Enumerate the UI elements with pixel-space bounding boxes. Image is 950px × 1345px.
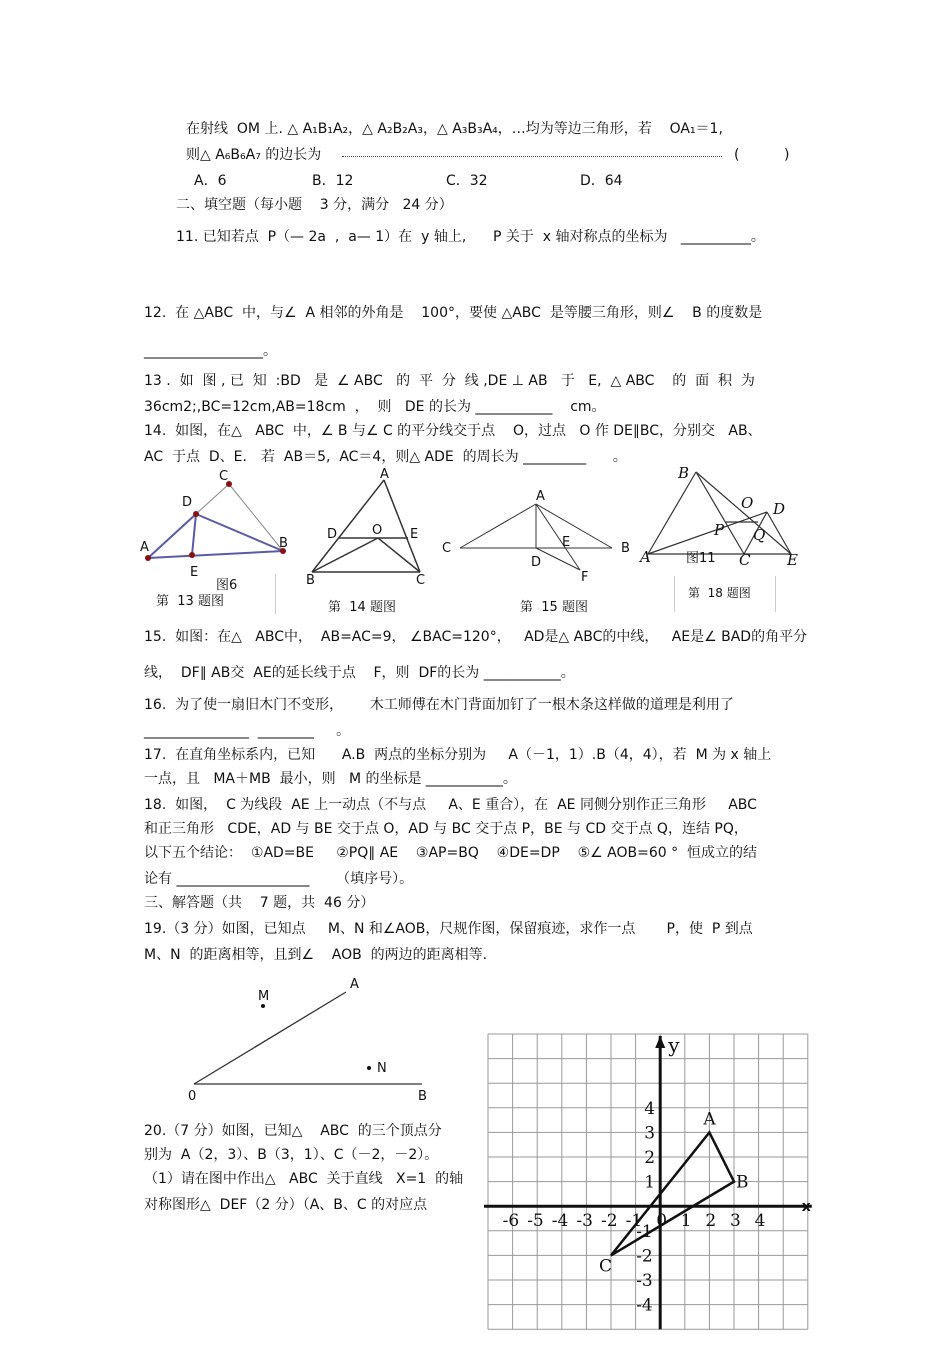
fig19-ray-oa	[194, 992, 346, 1084]
fig14-label-c: C	[416, 573, 426, 588]
q16-line2: _______________ ________ 。	[144, 723, 351, 739]
q18-line4: 论有 ___________________ （填序号）。	[144, 871, 414, 887]
option-b: B．12	[312, 173, 354, 189]
y-tick-label: -2	[636, 1246, 653, 1267]
q13-line1: 13 . 如 图 , 已 知 :BD 是 ∠ ABC 的 平 分 线 ,DE ⊥ AB 于 E, △ ABC 的 面 积 为	[144, 373, 755, 389]
q18-line3: 以下五个结论： ①AD=BE ②PQ∥ AE ③AP=BQ ④DE=DP ⑤∠ AOB=60 ° 恒成立的结	[144, 845, 757, 861]
fig15-line-df	[536, 548, 580, 570]
y-tick-label: -4	[636, 1295, 653, 1316]
y-axis-arrow	[655, 1036, 665, 1048]
fig13-point-d	[193, 511, 199, 517]
fig13-label-a: A	[140, 540, 149, 555]
fig18-line-de	[767, 512, 791, 554]
fig15-line-ab	[536, 504, 612, 548]
fig13-label-e: E	[190, 565, 199, 580]
fig19-label-b: B	[418, 1089, 427, 1104]
figure-14	[300, 468, 435, 590]
fig13-line-db	[196, 514, 283, 551]
q10-text-line2: 则△ A₆B₆A₇ 的边长为	[186, 147, 322, 163]
x-tick-label: -2	[601, 1211, 618, 1232]
q16-line1: 16. 为了使一扇旧木门不变形， 木工师傅在木门背面加钉了一根木条这样做的道理是利用了	[144, 697, 734, 713]
q18-figure-caption: 第 18 题图	[688, 586, 751, 600]
q18-line2: 和正三角形 CDE，AD 与 BE 交于点 O，AD 与 BC 交于点 P，BE 与 CD 交于点 Q，连结 PQ，	[144, 821, 748, 837]
q10-text-line1: 在射线 OM 上. △ A₁B₁A₂，△ A₂B₂A₃，△ A₃B₃A₄，…均为等边三角形，若 OA₁＝1,	[186, 121, 723, 137]
x-tick-label: 2	[705, 1211, 717, 1232]
option-c: C．32	[446, 173, 488, 189]
point-label-a: A	[703, 1109, 716, 1130]
x-tick-label: -4	[551, 1211, 569, 1232]
q17-line1: 17. 在直角坐标系内，已知 A.B 两点的坐标分别为 A（－1，1）.B（4，4），若 M 为 x 轴上	[144, 747, 772, 763]
fig19-label-m: M	[258, 989, 270, 1004]
fig18-label-b: B	[678, 464, 690, 482]
fig19-label-n: N	[377, 1061, 387, 1076]
y-tick-label: 1	[644, 1172, 656, 1193]
fig13-point-a	[145, 555, 151, 561]
fig18-label-e: E	[787, 551, 798, 569]
q14-figure-caption: 第 14 题图	[328, 600, 396, 615]
fig19-point-m	[261, 1004, 265, 1008]
section-3-heading: 三、解答题（共 7 题，共 46 分）	[144, 895, 375, 911]
fig14-label-o: O	[372, 523, 383, 538]
q17-line2: 一点，且 MA＋MB 最小，则 M 的坐标是 ___________。	[144, 771, 517, 787]
fig18-fig11-label: 图11	[686, 551, 716, 566]
q20-line2: 别为 A（2，3）、B（3，1）、C（－2，－2）。	[144, 1147, 439, 1163]
q19-line2: M、N 的距离相等，且到∠ AOB 的两边的距离相等.	[144, 947, 488, 963]
fig13-line-ad	[148, 514, 196, 558]
fig15-label-e: E	[562, 535, 571, 550]
q13-figure-caption: 第 13 题图	[156, 594, 224, 609]
fig14-label-d: D	[327, 527, 338, 542]
fig13-label-b: B	[279, 536, 288, 551]
fig19-point-n	[367, 1066, 371, 1070]
fig13-line-dc	[196, 484, 229, 514]
q15-line1: 15. 如图：在△ ABC中， AB=AC=9， ∠BAC=120°， AD是△ ABC的中线， AE是∠ BAD的角平分	[144, 629, 808, 645]
triangle-abc	[611, 1132, 734, 1255]
x-tick-label: -6	[502, 1211, 520, 1232]
fig18-label-p: P	[714, 521, 725, 539]
x-tick-label: -5	[527, 1211, 544, 1232]
fig19-label-a: A	[350, 977, 359, 992]
fig15-label-a: A	[536, 489, 545, 504]
figure-13	[138, 462, 298, 592]
option-a: A．6	[194, 173, 227, 189]
q13-line2: 36cm2;,BC=12cm,AB=18cm ， 则 DE 的长为 ___________ cm。	[144, 399, 606, 415]
q15-line2: 线， DF∥ AB交 AE的延长线于点 F，则 DF的长为 ___________。	[144, 665, 575, 681]
x-tick-label: -1	[625, 1211, 643, 1232]
q12-text: 12. 在 △ABC 中，与∠ A 相邻的外角是 100°，要使 △ABC 是等腰三角形，则∠ B 的度数是	[144, 305, 763, 321]
section-2-heading: 二、填空题（每小题 3 分，满分 24 分）	[176, 197, 453, 213]
fig18-label-d: D	[773, 500, 786, 518]
fig15-label-d: D	[531, 555, 542, 570]
fig6-caption: 图6	[216, 578, 238, 593]
figure-19	[180, 972, 440, 1108]
fig18-label-c: C	[739, 551, 751, 569]
fig13-line-de	[192, 514, 196, 555]
point-label-c: C	[599, 1256, 613, 1277]
fig18-label-a: A	[640, 548, 651, 566]
fig15-line-af	[536, 504, 580, 570]
y-tick-label: 3	[644, 1123, 656, 1144]
divider	[275, 574, 276, 614]
fig19-label-o: 0	[188, 1089, 197, 1104]
fig15-label-b: B	[621, 541, 630, 556]
x-tick-label: 4	[754, 1211, 766, 1232]
option-d: D．64	[580, 173, 623, 189]
x-axis-label: x	[801, 1199, 811, 1216]
q11-text: 11. 已知若点 P（— 2a , a— 1）在 y 轴上, P 关于 x 轴对称点的坐标为 __________。	[176, 229, 765, 245]
fig13-line-cb	[229, 484, 283, 551]
fig18-line-ab	[648, 472, 696, 554]
fig13-line-ab	[148, 551, 283, 558]
q10-answer-bracket: ( )	[734, 147, 790, 163]
y-tick-label: -3	[636, 1271, 653, 1291]
figure-15	[438, 486, 638, 586]
fig13-label-c: C	[219, 469, 229, 484]
q20-line1: 20.（7 分）如图，已知△ ABC 的三个顶点分	[144, 1123, 442, 1139]
y-tick-label: -1	[636, 1221, 653, 1242]
coordinate-grid	[480, 1028, 811, 1345]
fig18-label-q: Q	[753, 526, 766, 544]
q14-line2: AC 于点 D、E． 若 AB＝5, AC＝4，则△ ADE 的周长为 _________ 。	[144, 449, 627, 465]
q19-line1: 19.（3 分）如图，已知点 M、N 和∠AOB，尺规作图，保留痕迹，求作一点 P，使 P 到点	[144, 921, 753, 937]
q15-figure-caption: 第 15 题图	[520, 600, 588, 615]
fig14-label-b: B	[306, 573, 315, 588]
q20-line3: （1）请在图中作出△ ABC 关于直线 X=1 的轴	[144, 1171, 464, 1187]
point-label-b: B	[736, 1172, 749, 1193]
fig14-label-a: A	[380, 467, 389, 482]
fig13-point-e	[189, 552, 195, 558]
fig14-line-bo	[312, 538, 378, 572]
fig15-label-f: F	[581, 570, 589, 585]
y-tick-label: 2	[644, 1148, 656, 1168]
fig15-line-ca	[460, 504, 536, 548]
fig15-label-c: C	[442, 541, 452, 556]
x-tick-label: -3	[576, 1211, 593, 1232]
x-tick-label: 1	[680, 1211, 692, 1232]
y-axis-label: y	[668, 1033, 680, 1057]
fig14-label-e: E	[410, 527, 419, 542]
y-tick-label: 4	[644, 1098, 656, 1119]
fig18-label-o: O	[741, 494, 754, 512]
q12-blank: _________________。	[144, 343, 277, 359]
q14-line1: 14. 如图，在△ ABC 中，∠ B 与∠ C 的平分线交于点 O，过点 O 作 DE∥BC，分别交 AB、	[144, 423, 762, 439]
dotted-leader	[342, 156, 722, 157]
figure-18	[636, 462, 808, 574]
fig18-line-bc	[696, 472, 744, 554]
q20-line4: 对称图形△ DEF（2 分）（A、B、C 的对应点	[144, 1197, 428, 1213]
q18-line1: 18. 如图， C 为线段 AE 上一动点（不与点 A、E 重合），在 AE 同侧分别作正三角形 ABC	[144, 797, 757, 813]
x-tick-label: 3	[730, 1211, 741, 1232]
fig13-label-d: D	[182, 495, 193, 510]
x-tick-label: 0	[656, 1211, 668, 1232]
